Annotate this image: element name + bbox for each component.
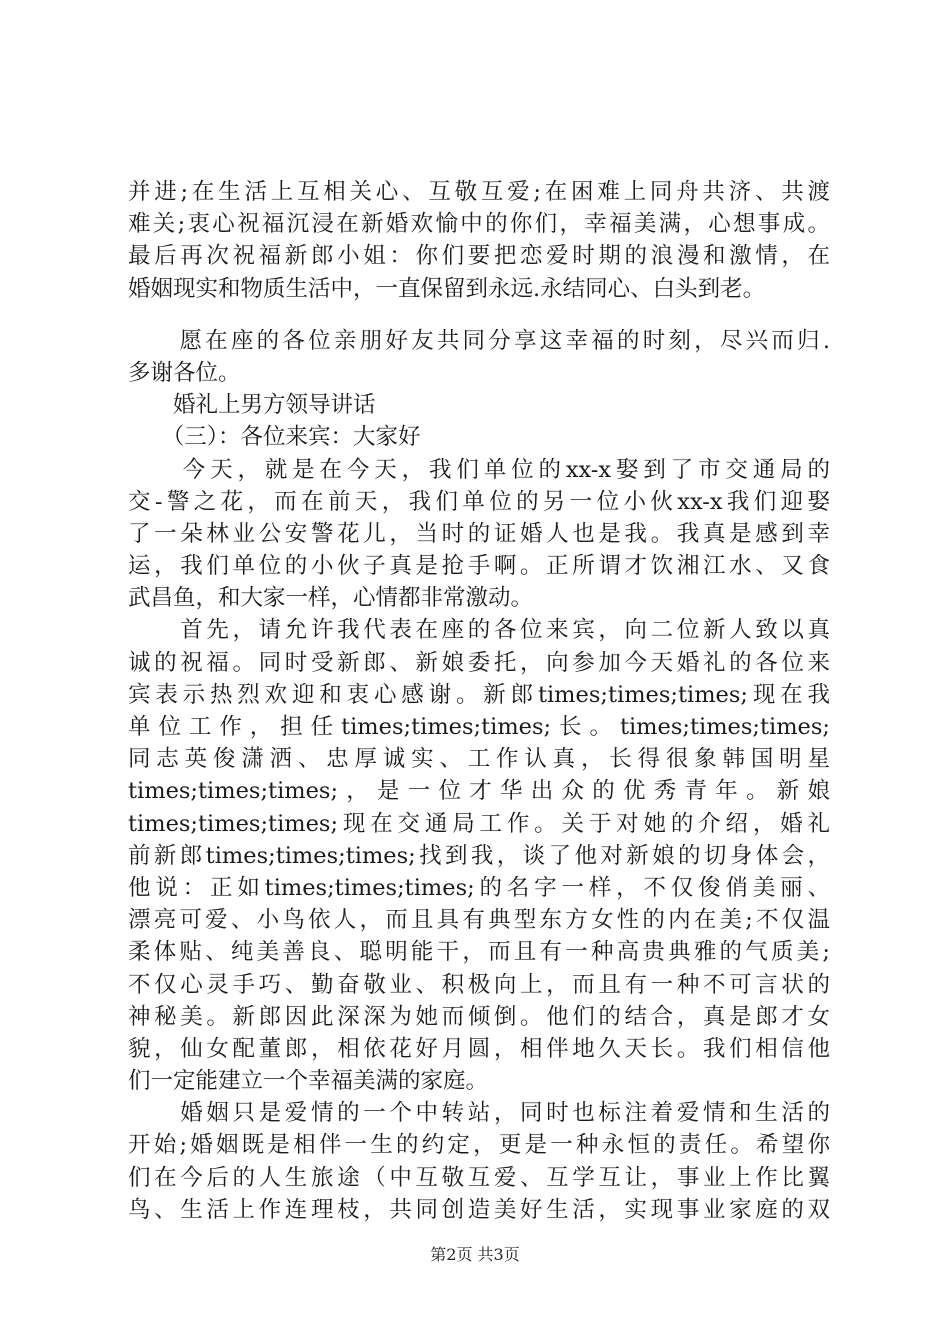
text-line: 婚姻只是爱情的一个中转站，同时也标注着爱情和生活的 bbox=[128, 1100, 830, 1127]
text-line: 愿在座的各位亲朋好友共同分享这幸福的时刻，尽兴而归. bbox=[128, 327, 830, 354]
text-line: 难关;衷心祝福沉浸在新婚欢愉中的你们，幸福美满，心想事成。 bbox=[128, 211, 830, 238]
text-line: 们在今后的人生旅途（中互敬互爱、互学互让，事业上作比翼 bbox=[128, 1164, 830, 1191]
text-line: times;times;times;现在交通局工作。关于对她的介绍，婚礼 bbox=[128, 810, 830, 837]
text-line: 同志英俊潇洒、忠厚诚实、工作认真，长得很象韩国明星 bbox=[128, 746, 830, 773]
text-line: 前新郎times;times;times;找到我，谈了他对新娘的切身体会， bbox=[128, 842, 830, 869]
page-footer bbox=[0, 1244, 950, 1266]
section-title: （三）：各位来宾：大家好 bbox=[128, 424, 421, 451]
text-line: 柔体贴、纯美善良、聪明能干，而且有一种高贵典雅的气质美; bbox=[128, 939, 830, 966]
text-line: 他说：正如times;times;times;的名字一样，不仅俊俏美丽、 bbox=[128, 874, 830, 901]
text-line: 多谢各位。 bbox=[128, 359, 241, 386]
paragraph-gap bbox=[128, 305, 830, 325]
text-line: 神秘美。新郎因此深深为她而倾倒。他们的结合，真是郎才女 bbox=[128, 1003, 830, 1030]
document-heading: 婚礼上男方领导讲话 bbox=[128, 392, 376, 419]
paragraph-2 bbox=[128, 325, 830, 389]
text-line: 们一定能建立一个幸福美满的家庭。 bbox=[128, 1068, 489, 1095]
text-line: 单位工作，担任times;times;times;长。times;times;times; bbox=[128, 714, 830, 740]
text-line: 最后再次祝福新郎小姐：你们要把恋爱时期的浪漫和激情，在 bbox=[128, 243, 830, 270]
text-line: 婚姻现实和物质生活中，一直保留到永远.永结同心、白头到老。 bbox=[128, 275, 766, 302]
text-line: 并进;在生活上互相关心、互敬互爱;在困难上同舟共济、共渡 bbox=[128, 179, 830, 205]
paragraph-4 bbox=[128, 614, 830, 1097]
text-line: 漂亮可爱、小鸟依人，而且具有典型东方女性的内在美;不仅温 bbox=[128, 907, 830, 934]
text-line: 鸟、生活上作连理枝，共同创造美好生活，实现事业家庭的双 bbox=[128, 1196, 830, 1223]
text-line: 貌，仙女配董郎，相依花好月圆，相伴地久天长。我们相信他 bbox=[128, 1035, 830, 1062]
text-line: times;times;times;，是一位才华出众的优秀青年。新娘 bbox=[128, 778, 830, 805]
text-line: 不仅心灵手巧、勤奋敬业、积极向上，而且有一种不可言状的 bbox=[128, 971, 830, 998]
text-line: 宾表示热烈欢迎和衷心感谢。新郎times;times;times;现在我 bbox=[128, 681, 830, 708]
text-line: 开始;婚姻既是相伴一生的约定，更是一种永恒的责任。希望你 bbox=[128, 1132, 830, 1159]
text-line: 诚的祝福。同时受新郎、新娘委托，向参加今天婚礼的各位来 bbox=[128, 649, 830, 676]
text-line: 交-警之花，而在前天，我们单位的另一位小伙xx-x我们迎娶 bbox=[128, 488, 830, 515]
text-line: 首先，请允许我代表在座的各位来宾，向二位新人致以真 bbox=[128, 617, 830, 644]
document-body bbox=[128, 176, 830, 1226]
paragraph-1 bbox=[128, 176, 830, 305]
text-line: 今天，就是在今天，我们单位的xx-x娶到了市交通局的 bbox=[128, 456, 830, 483]
text-line: 武昌鱼，和大家一样，心情都非常激动。 bbox=[128, 585, 534, 612]
text-line: 运，我们单位的小伙子真是抢手啊。正所谓才饮湘江水、又食 bbox=[128, 553, 830, 580]
paragraph-3 bbox=[128, 454, 830, 615]
paragraph-5 bbox=[128, 1097, 830, 1226]
text-line: 了一朵林业公安警花儿，当时的证婚人也是我。我真是感到幸 bbox=[128, 520, 830, 547]
page-indicator: 第2页 共3页 bbox=[430, 1245, 520, 1264]
